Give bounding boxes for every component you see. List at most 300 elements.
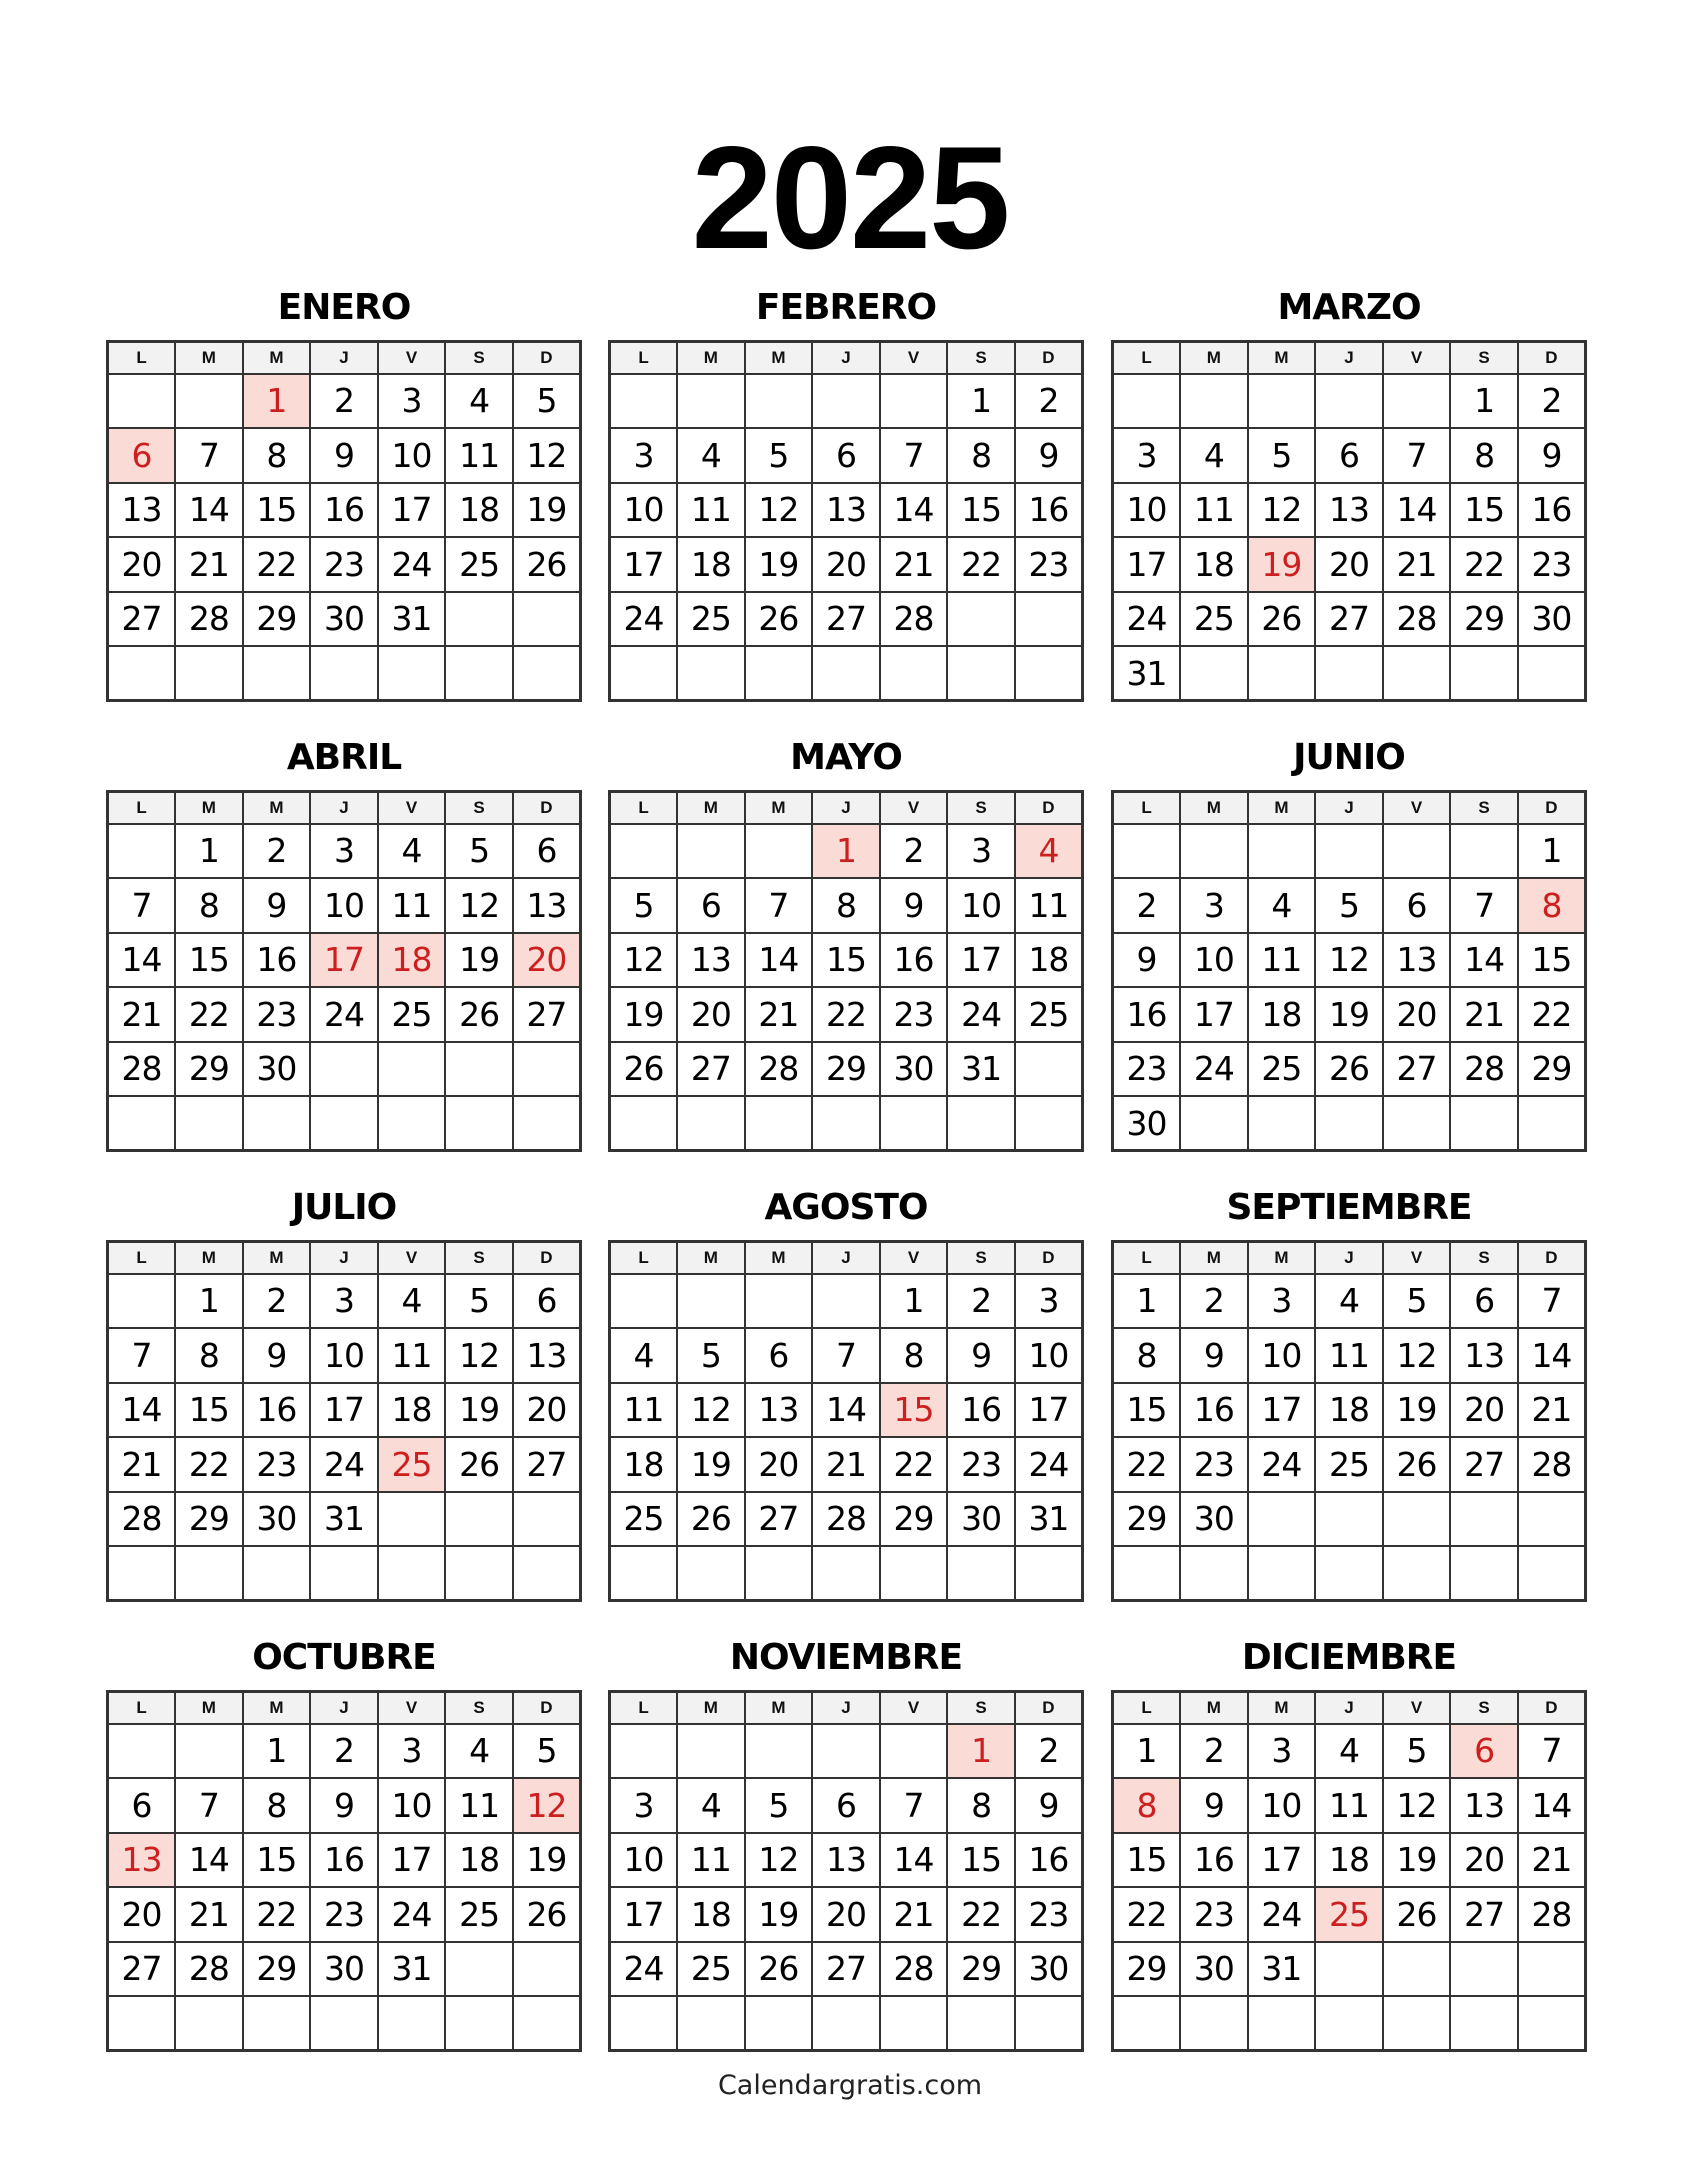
day-cell: 10 <box>310 1328 378 1383</box>
empty-day-cell <box>880 374 948 429</box>
week-row <box>610 483 1083 538</box>
empty-day-cell <box>1180 1996 1248 2051</box>
empty-day-cell <box>677 1096 745 1151</box>
day-cell: 21 <box>1518 1383 1586 1438</box>
day-cell: 17 <box>1248 1833 1316 1888</box>
day-cell: 16 <box>1015 1833 1083 1888</box>
weekday-header: M <box>745 792 813 824</box>
day-cell: 26 <box>1315 1042 1383 1097</box>
day-cell: 13 <box>1383 933 1451 988</box>
week-row <box>610 1328 1083 1383</box>
day-cell: 9 <box>1113 933 1181 988</box>
weekday-header: V <box>1383 1692 1451 1724</box>
empty-day-cell <box>310 1546 378 1601</box>
weekday-header-row <box>1113 1692 1586 1724</box>
day-cell: 17 <box>310 1383 378 1438</box>
empty-day-cell <box>1015 592 1083 647</box>
weekday-header: L <box>108 1242 176 1274</box>
empty-day-cell <box>812 646 880 701</box>
month-name: SEPTIEMBRE <box>1226 1187 1472 1228</box>
day-cell: 31 <box>378 1942 446 1997</box>
holiday-day-cell: 17 <box>310 933 378 988</box>
holiday-day-cell: 1 <box>947 1724 1015 1779</box>
empty-day-cell <box>1383 646 1451 701</box>
weekday-header: D <box>1518 342 1586 374</box>
day-cell: 28 <box>175 1942 243 1997</box>
empty-day-cell <box>610 1274 678 1329</box>
day-cell: 7 <box>175 428 243 483</box>
weekday-header: L <box>1113 792 1181 824</box>
day-cell: 10 <box>1180 933 1248 988</box>
weekday-header: D <box>1015 1692 1083 1724</box>
weekday-header: L <box>1113 1692 1181 1724</box>
week-row <box>610 537 1083 592</box>
day-cell: 9 <box>310 1778 378 1833</box>
day-cell: 4 <box>1315 1274 1383 1329</box>
empty-day-cell <box>1180 646 1248 701</box>
holiday-day-cell: 20 <box>513 933 581 988</box>
day-cell: 14 <box>1450 933 1518 988</box>
day-cell: 20 <box>108 537 176 592</box>
day-cell: 22 <box>1450 537 1518 592</box>
day-cell: 20 <box>108 1887 176 1942</box>
empty-day-cell <box>1315 1942 1383 1997</box>
day-cell: 17 <box>378 1833 446 1888</box>
weekday-header: M <box>677 1692 745 1724</box>
weekday-header: L <box>108 1692 176 1724</box>
week-row <box>1113 1833 1586 1888</box>
day-cell: 22 <box>175 1437 243 1492</box>
weekday-header: J <box>310 1242 378 1274</box>
week-row <box>610 1042 1083 1097</box>
day-cell: 10 <box>1015 1328 1083 1383</box>
week-row <box>1113 1724 1586 1779</box>
weekday-header: J <box>812 342 880 374</box>
day-cell: 21 <box>1383 537 1451 592</box>
empty-day-cell <box>108 1096 176 1151</box>
weekday-header: J <box>1315 342 1383 374</box>
empty-day-cell <box>378 1996 446 2051</box>
weekday-header: S <box>947 342 1015 374</box>
day-cell: 3 <box>378 374 446 429</box>
weekday-header: S <box>445 792 513 824</box>
day-cell: 1 <box>243 1724 311 1779</box>
month-grid <box>608 340 1084 702</box>
day-cell: 7 <box>880 428 948 483</box>
day-cell: 11 <box>1248 933 1316 988</box>
holiday-day-cell: 15 <box>880 1383 948 1438</box>
day-cell: 10 <box>310 878 378 933</box>
weekday-header: S <box>947 1692 1015 1724</box>
week-row <box>610 933 1083 988</box>
day-cell: 21 <box>880 1887 948 1942</box>
day-cell: 4 <box>1180 428 1248 483</box>
day-cell: 16 <box>947 1383 1015 1438</box>
day-cell: 11 <box>610 1383 678 1438</box>
day-cell: 15 <box>947 1833 1015 1888</box>
empty-day-cell <box>1383 1096 1451 1151</box>
empty-day-cell <box>1383 374 1451 429</box>
day-cell: 24 <box>610 1942 678 1997</box>
month-septiembre <box>1111 1176 1587 1602</box>
day-cell: 15 <box>175 933 243 988</box>
day-cell: 19 <box>610 987 678 1042</box>
weekday-header: M <box>1180 342 1248 374</box>
day-cell: 27 <box>677 1042 745 1097</box>
day-cell: 18 <box>1180 537 1248 592</box>
weekday-header: M <box>745 342 813 374</box>
day-cell: 29 <box>243 592 311 647</box>
week-row <box>108 592 581 647</box>
day-cell: 9 <box>947 1328 1015 1383</box>
day-cell: 16 <box>1015 483 1083 538</box>
day-cell: 4 <box>1248 878 1316 933</box>
day-cell: 13 <box>745 1383 813 1438</box>
day-cell: 29 <box>175 1492 243 1547</box>
month-grid <box>1111 1240 1587 1602</box>
week-row <box>108 878 581 933</box>
month-enero <box>106 276 582 702</box>
empty-day-cell <box>812 1274 880 1329</box>
day-cell: 28 <box>745 1042 813 1097</box>
day-cell: 26 <box>677 1492 745 1547</box>
day-cell: 27 <box>812 592 880 647</box>
weekday-header: M <box>1180 1242 1248 1274</box>
day-cell: 21 <box>108 987 176 1042</box>
day-cell: 18 <box>445 1833 513 1888</box>
empty-day-cell <box>947 1096 1015 1151</box>
week-row <box>610 592 1083 647</box>
day-cell: 5 <box>1383 1724 1451 1779</box>
empty-day-cell <box>108 1724 176 1779</box>
empty-day-cell <box>1248 1546 1316 1601</box>
day-cell: 3 <box>1015 1274 1083 1329</box>
empty-day-cell <box>310 1042 378 1097</box>
day-cell: 2 <box>243 1274 311 1329</box>
day-cell: 2 <box>310 374 378 429</box>
month-grid <box>1111 340 1587 702</box>
empty-day-cell <box>947 1546 1015 1601</box>
day-cell: 14 <box>880 1833 948 1888</box>
empty-day-cell <box>1383 824 1451 879</box>
empty-day-cell <box>610 374 678 429</box>
weekday-header: S <box>947 1242 1015 1274</box>
day-cell: 14 <box>1518 1778 1586 1833</box>
day-cell: 27 <box>812 1942 880 1997</box>
empty-day-cell <box>1113 824 1181 879</box>
month-name: AGOSTO <box>764 1187 928 1228</box>
day-cell: 19 <box>745 537 813 592</box>
weekday-header: M <box>677 1242 745 1274</box>
week-row <box>108 1887 581 1942</box>
day-cell: 15 <box>947 483 1015 538</box>
day-cell: 30 <box>1518 592 1586 647</box>
empty-day-cell <box>243 1096 311 1151</box>
day-cell: 9 <box>880 878 948 933</box>
day-cell: 31 <box>1015 1492 1083 1547</box>
empty-day-cell <box>1518 1996 1586 2051</box>
week-row <box>1113 592 1586 647</box>
weekday-header: S <box>1450 792 1518 824</box>
day-cell: 3 <box>378 1724 446 1779</box>
weekday-header: J <box>310 342 378 374</box>
day-cell: 19 <box>1383 1383 1451 1438</box>
month-mayo <box>608 726 1084 1152</box>
week-row <box>1113 1942 1586 1997</box>
week-row <box>1113 1887 1586 1942</box>
empty-day-cell <box>445 646 513 701</box>
day-cell: 15 <box>175 1383 243 1438</box>
day-cell: 6 <box>812 428 880 483</box>
week-row <box>108 1778 581 1833</box>
empty-day-cell <box>677 374 745 429</box>
empty-day-cell <box>1015 1096 1083 1151</box>
day-cell: 13 <box>513 1328 581 1383</box>
day-cell: 22 <box>947 537 1015 592</box>
month-junio <box>1111 726 1587 1152</box>
empty-day-cell <box>745 1724 813 1779</box>
week-row <box>610 646 1083 701</box>
week-row <box>1113 1546 1586 1601</box>
day-cell: 18 <box>445 483 513 538</box>
week-row <box>1113 1274 1586 1329</box>
empty-day-cell <box>1248 646 1316 701</box>
day-cell: 25 <box>677 592 745 647</box>
day-cell: 2 <box>1015 374 1083 429</box>
day-cell: 4 <box>677 1778 745 1833</box>
day-cell: 9 <box>243 1328 311 1383</box>
empty-day-cell <box>1113 1996 1181 2051</box>
day-cell: 22 <box>880 1437 948 1492</box>
empty-day-cell <box>1113 374 1181 429</box>
day-cell: 14 <box>880 483 948 538</box>
day-cell: 17 <box>1248 1383 1316 1438</box>
weekday-header-row <box>108 1692 581 1724</box>
day-cell: 7 <box>175 1778 243 1833</box>
day-cell: 23 <box>243 1437 311 1492</box>
day-cell: 17 <box>1015 1383 1083 1438</box>
empty-day-cell <box>108 646 176 701</box>
empty-day-cell <box>677 1996 745 2051</box>
month-name: DICIEMBRE <box>1241 1637 1457 1678</box>
empty-day-cell <box>1518 1942 1586 1997</box>
weekday-header: D <box>513 1242 581 1274</box>
weekday-header: J <box>812 792 880 824</box>
empty-day-cell <box>1450 1996 1518 2051</box>
empty-day-cell <box>513 1096 581 1151</box>
day-cell: 25 <box>677 1942 745 1997</box>
day-cell: 2 <box>243 824 311 879</box>
day-cell: 23 <box>310 537 378 592</box>
month-grid <box>106 790 582 1152</box>
week-row <box>108 1042 581 1097</box>
week-row <box>610 1887 1083 1942</box>
weekday-header: J <box>1315 792 1383 824</box>
month-agosto <box>608 1176 1084 1602</box>
month-noviembre <box>608 1626 1084 2052</box>
day-cell: 12 <box>1383 1328 1451 1383</box>
weekday-header: L <box>108 792 176 824</box>
empty-day-cell <box>1180 824 1248 879</box>
day-cell: 13 <box>1450 1328 1518 1383</box>
week-row <box>610 1546 1083 1601</box>
day-cell: 16 <box>243 1383 311 1438</box>
month-abril <box>106 726 582 1152</box>
day-cell: 10 <box>1248 1778 1316 1833</box>
day-cell: 8 <box>947 1778 1015 1833</box>
day-cell: 4 <box>1315 1724 1383 1779</box>
day-cell: 23 <box>1180 1887 1248 1942</box>
week-row <box>1113 1996 1586 2051</box>
empty-day-cell <box>610 646 678 701</box>
holiday-day-cell: 8 <box>1518 878 1586 933</box>
week-row <box>1113 374 1586 429</box>
day-cell: 9 <box>1180 1778 1248 1833</box>
weekday-header: L <box>610 792 678 824</box>
week-row <box>1113 933 1586 988</box>
weekday-header: L <box>1113 342 1181 374</box>
empty-day-cell <box>1180 1096 1248 1151</box>
month-grid <box>608 1240 1084 1602</box>
empty-day-cell <box>175 646 243 701</box>
weekday-header: M <box>677 342 745 374</box>
day-cell: 10 <box>378 428 446 483</box>
day-cell: 25 <box>610 1492 678 1547</box>
weekday-header-row <box>610 792 1083 824</box>
month-name: FEBRERO <box>755 287 937 328</box>
month-grid <box>106 340 582 702</box>
weekday-header: V <box>880 1242 948 1274</box>
day-cell: 9 <box>1180 1328 1248 1383</box>
weekday-header: V <box>378 1242 446 1274</box>
day-cell: 30 <box>1015 1942 1083 1997</box>
weekday-header: M <box>1180 1692 1248 1724</box>
empty-day-cell <box>108 374 176 429</box>
day-cell: 14 <box>108 1383 176 1438</box>
week-row <box>610 824 1083 879</box>
week-row <box>610 878 1083 933</box>
day-cell: 12 <box>677 1383 745 1438</box>
weekday-header: V <box>378 1692 446 1724</box>
month-name: MARZO <box>1277 287 1421 328</box>
day-cell: 13 <box>677 933 745 988</box>
day-cell: 7 <box>1518 1274 1586 1329</box>
day-cell: 10 <box>378 1778 446 1833</box>
empty-day-cell <box>812 1546 880 1601</box>
day-cell: 19 <box>1383 1833 1451 1888</box>
day-cell: 1 <box>880 1274 948 1329</box>
day-cell: 11 <box>378 878 446 933</box>
day-cell: 19 <box>513 1833 581 1888</box>
day-cell: 18 <box>1015 933 1083 988</box>
empty-day-cell <box>947 1996 1015 2051</box>
day-cell: 15 <box>1518 933 1586 988</box>
week-row <box>1113 1778 1586 1833</box>
empty-day-cell <box>610 1546 678 1601</box>
weekday-header: L <box>610 1242 678 1274</box>
week-row <box>1113 824 1586 879</box>
day-cell: 12 <box>745 1833 813 1888</box>
year-title: 2025 <box>691 116 1009 279</box>
day-cell: 6 <box>1450 1274 1518 1329</box>
day-cell: 26 <box>745 1942 813 1997</box>
day-cell: 24 <box>378 1887 446 1942</box>
weekday-header: S <box>445 1242 513 1274</box>
month-grid <box>106 1690 582 2052</box>
weekday-header-row <box>1113 342 1586 374</box>
day-cell: 21 <box>812 1437 880 1492</box>
week-row <box>108 1833 581 1888</box>
day-cell: 3 <box>310 1274 378 1329</box>
empty-day-cell <box>1015 1546 1083 1601</box>
day-cell: 27 <box>1383 1042 1451 1097</box>
weekday-header: L <box>1113 1242 1181 1274</box>
week-row <box>1113 1437 1586 1492</box>
week-row <box>108 933 581 988</box>
day-cell: 3 <box>1113 428 1181 483</box>
day-cell: 7 <box>812 1328 880 1383</box>
day-cell: 28 <box>880 1942 948 1997</box>
day-cell: 21 <box>1450 987 1518 1042</box>
weekday-header: V <box>1383 342 1451 374</box>
day-cell: 2 <box>1180 1274 1248 1329</box>
empty-day-cell <box>310 1096 378 1151</box>
day-cell: 29 <box>1518 1042 1586 1097</box>
day-cell: 24 <box>947 987 1015 1042</box>
empty-day-cell <box>310 1996 378 2051</box>
day-cell: 1 <box>175 1274 243 1329</box>
empty-day-cell <box>745 374 813 429</box>
weekday-header: M <box>175 342 243 374</box>
weekday-header: M <box>243 792 311 824</box>
weekday-header: D <box>1015 342 1083 374</box>
day-cell: 19 <box>677 1437 745 1492</box>
day-cell: 28 <box>1518 1437 1586 1492</box>
empty-day-cell <box>1450 824 1518 879</box>
week-row <box>108 824 581 879</box>
empty-day-cell <box>1450 1546 1518 1601</box>
day-cell: 31 <box>1113 646 1181 701</box>
day-cell: 28 <box>812 1492 880 1547</box>
day-cell: 22 <box>812 987 880 1042</box>
day-cell: 4 <box>378 824 446 879</box>
day-cell: 6 <box>745 1328 813 1383</box>
holiday-day-cell: 1 <box>812 824 880 879</box>
day-cell: 16 <box>1113 987 1181 1042</box>
week-row <box>610 374 1083 429</box>
day-cell: 13 <box>812 1833 880 1888</box>
day-cell: 26 <box>445 987 513 1042</box>
empty-day-cell <box>677 646 745 701</box>
day-cell: 28 <box>880 592 948 647</box>
day-cell: 25 <box>1015 987 1083 1042</box>
empty-day-cell <box>1518 1096 1586 1151</box>
empty-day-cell <box>947 592 1015 647</box>
month-grid <box>106 1240 582 1602</box>
week-row <box>1113 1042 1586 1097</box>
day-cell: 18 <box>1315 1833 1383 1888</box>
day-cell: 19 <box>1315 987 1383 1042</box>
day-cell: 23 <box>947 1437 1015 1492</box>
day-cell: 15 <box>243 483 311 538</box>
day-cell: 15 <box>1450 483 1518 538</box>
empty-day-cell <box>1015 1042 1083 1097</box>
day-cell: 2 <box>947 1274 1015 1329</box>
day-cell: 24 <box>1248 1887 1316 1942</box>
day-cell: 26 <box>513 1887 581 1942</box>
holiday-day-cell: 8 <box>1113 1778 1181 1833</box>
day-cell: 8 <box>812 878 880 933</box>
